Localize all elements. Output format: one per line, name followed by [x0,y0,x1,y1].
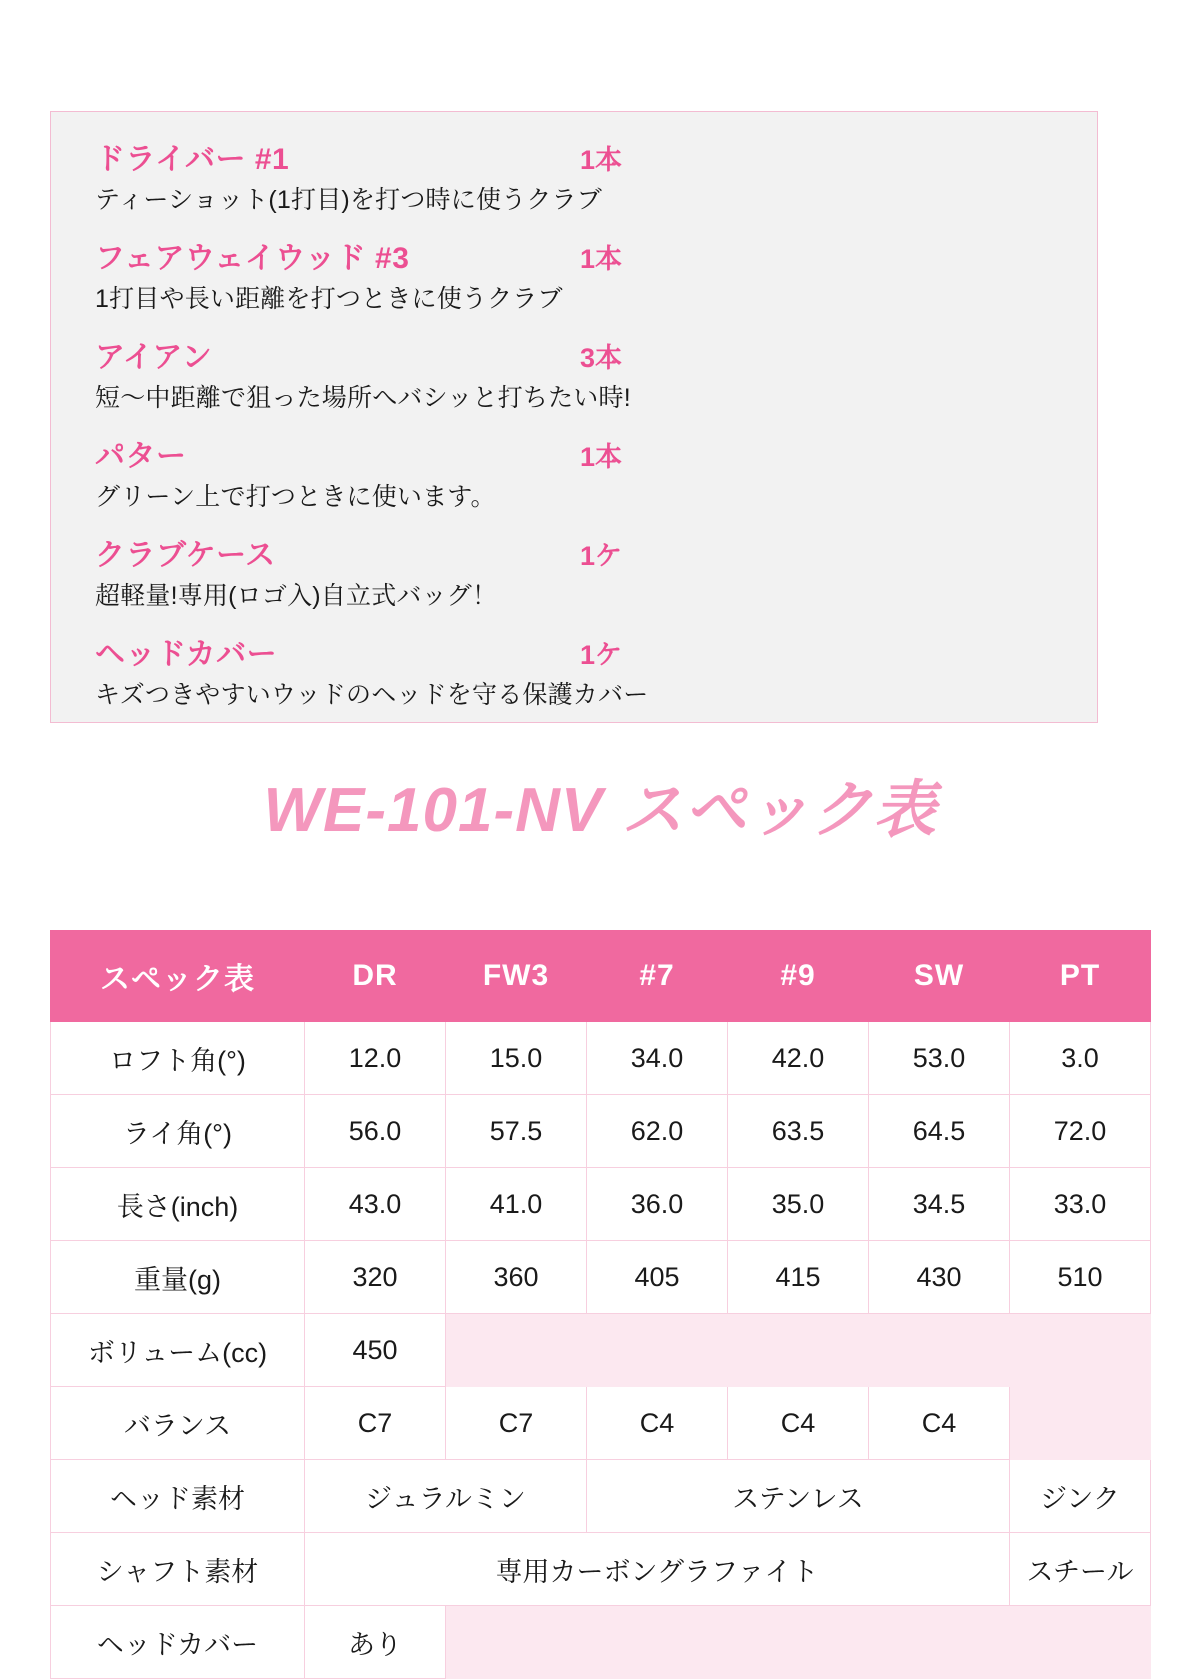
table-cell: ジンク [1010,1460,1151,1533]
club-description: 超軽量!専用(ロゴ入)自立式バッグ！ [95,582,498,610]
club-head [95,437,1097,477]
table-cell: 64.5 [869,1095,1010,1168]
column-header-dr: DR [305,931,446,1022]
table-cell: 450 [305,1314,446,1387]
column-header-sw: SW [869,931,1010,1022]
column-header-i7: #7 [587,931,728,1022]
club-quantity: 1本 [580,244,623,274]
table-cell: C7 [446,1387,587,1460]
table-cell-empty [446,1314,1151,1387]
column-header-i9: #9 [728,931,869,1022]
row-label: ロフト角(°) [51,1022,305,1095]
column-header-fw3: FW3 [446,931,587,1022]
table-cell: C4 [728,1387,869,1460]
table-cell: ジュラルミン [305,1460,587,1533]
row-label: 長さ(inch) [51,1168,305,1241]
row-label: ボリューム(cc) [51,1314,305,1387]
row-label: シャフト素材 [51,1533,305,1606]
club-head [95,140,1097,180]
club-head [95,338,1097,378]
table-cell: 57.5 [446,1095,587,1168]
table-cell: C4 [869,1387,1010,1460]
table-cell: 62.0 [587,1095,728,1168]
table-cell: 320 [305,1241,446,1314]
list-item [95,635,1097,713]
table-cell: C4 [587,1387,728,1460]
column-header-label: スペック表 [51,931,305,1022]
row-label: ライ角(°) [51,1095,305,1168]
table-cell: 35.0 [728,1168,869,1241]
table-cell: 36.0 [587,1168,728,1241]
page-title: WE-101-NV スペック表 [263,776,937,845]
table-cell: ステンレス [587,1460,1010,1533]
column-header-pt: PT [1010,931,1151,1022]
table-row [51,1095,1151,1168]
table-row [51,1022,1151,1095]
table-cell: 3.0 [1010,1022,1151,1095]
club-quantity: 3本 [580,343,623,373]
club-quantity: 1本 [580,145,623,175]
table-cell: 42.0 [728,1022,869,1095]
club-description: 1打目や長い距離を打つときに使うクラブ [95,285,563,313]
club-set-panel [50,111,1098,723]
list-item [95,239,1097,317]
table-cell: 34.5 [869,1168,1010,1241]
table-cell: 510 [1010,1241,1151,1314]
club-name: フェアウェイウッド #3 [95,242,410,275]
table-header-row [51,931,1151,1022]
table-cell: 415 [728,1241,869,1314]
club-head [95,239,1097,279]
table-row [51,1387,1151,1460]
club-head [95,635,1097,675]
club-name: パター [95,440,187,473]
table-cell: 360 [446,1241,587,1314]
spec-table-header [51,931,1151,1022]
club-name: ドライバー #1 [95,143,290,176]
table-cell: 56.0 [305,1095,446,1168]
spec-table-body [51,1022,1151,1679]
row-label: バランス [51,1387,305,1460]
table-row [51,1606,1151,1679]
club-name: ヘッドカバー [95,638,278,671]
row-label: ヘッド素材 [51,1460,305,1533]
club-description: キズつきやすいウッドのヘッドを守る保護カバー [95,681,649,709]
table-cell: 430 [869,1241,1010,1314]
club-list [51,112,1097,713]
table-cell: スチール [1010,1533,1151,1606]
table-cell: 405 [587,1241,728,1314]
table-row [51,1168,1151,1241]
table-cell-empty [1010,1387,1151,1460]
club-description: ティーショット(1打目)を打つ時に使うクラブ [95,186,602,214]
club-quantity: 1ケ [580,541,623,571]
table-cell: 72.0 [1010,1095,1151,1168]
table-cell: 専用カーボングラファイト [305,1533,1010,1606]
table-row [51,1533,1151,1606]
table-cell: あり [305,1606,446,1679]
table-cell: 33.0 [1010,1168,1151,1241]
table-cell: 12.0 [305,1022,446,1095]
table-cell: 53.0 [869,1022,1010,1095]
club-description: グリーン上で打つときに使います。 [95,483,496,511]
club-name: アイアン [95,341,213,374]
table-cell: 41.0 [446,1168,587,1241]
spec-table-wrapper [50,930,1150,1679]
club-quantity: 1本 [580,442,623,472]
table-row [51,1314,1151,1387]
list-item [95,140,1097,218]
list-item [95,437,1097,515]
club-description: 短〜中距離で狙った場所へバシッと打ちたい時! [95,384,631,412]
table-cell-empty [446,1606,1151,1679]
club-name: クラブケース [95,539,276,572]
table-cell: 34.0 [587,1022,728,1095]
table-cell: 15.0 [446,1022,587,1095]
list-item [95,536,1097,614]
list-item [95,338,1097,416]
table-cell: 43.0 [305,1168,446,1241]
table-cell: C7 [305,1387,446,1460]
table-row [51,1460,1151,1533]
row-label: 重量(g) [51,1241,305,1314]
club-head [95,536,1097,576]
table-cell: 63.5 [728,1095,869,1168]
spec-table [50,930,1151,1679]
row-label: ヘッドカバー [51,1606,305,1679]
table-row [51,1241,1151,1314]
club-quantity: 1ケ [580,640,623,670]
